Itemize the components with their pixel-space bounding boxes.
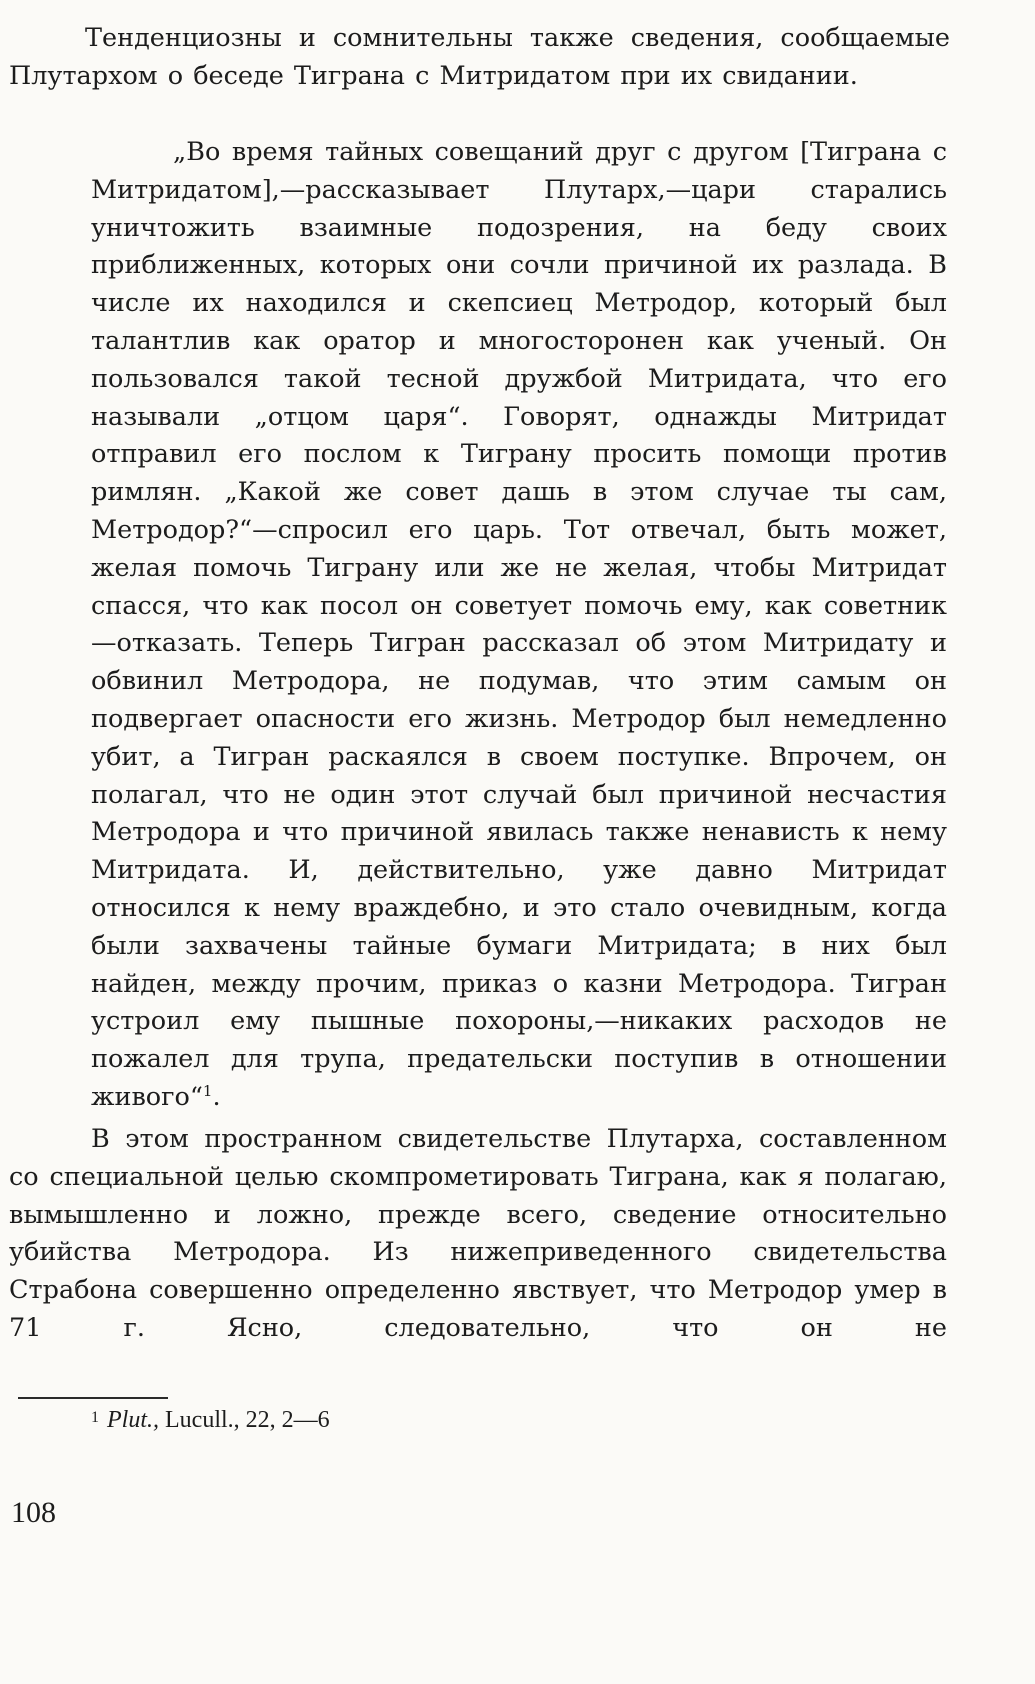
- footnote: [91, 1403, 330, 1435]
- paragraph-commentary-text: В этом пространном свидетельстве Плутарха, составленном со специальной целью скомпрометировать Тиграна, как я полагаю, вымышленно и ложно, прежде всего, сведение относительно убийства Метродора. Из нижеприведенного свидетельства Страбона совершенно определенно явствует, что Метродор умер в 71 г. Ясно, следовательно, что он не: [9, 1124, 947, 1343]
- quote-text: „Во время тайных совещаний друг с другом [Тиграна с Митридатом],—рассказывает Плутарх,—цари старались уничтожить взаимные подозрения, на беду своих приближенных, которых они сочли причиной их разлада. В числе их находился и скепсиец Метродор, который был талантлив как оратор и многосторонен как ученый. Он пользовался такой тесной дружбой Митридата, что его называли „отцом царя“. Говорят, однажды Митридат отправил его послом к Тиграну просить помощи против римлян. „Какой же совет дашь в этом случае ты сам, Метродор?“—спросил его царь. Тот отвечал, быть может, желая помочь Тиграну или же не желая, чтобы Митридат спасся, что как посол он советует помочь ему, как советник—отказать. Теперь Тигран рассказал об этом Митридату и обвинил Метродора, не подумав, что этим самым он подвергает опасности его жизнь. Метродор был немедленно убит, а Тигран раскаялся в своем поступке. Впрочем, он полагал, что не один этот случай был причиной несчастия Метродора и что причиной явилась также ненависть к нему Митридата. И, действительно, уже давно Митридат относился к нему враждебно, и это стало очевидным, когда были захвачены тайные бумаги Митридата; в них был найден, между прочим, приказ о казни Метродора. Тигран устроил ему пышные похороны,—никаких расходов не пожалел для трупа, предательски поступив в отношении живого“: [91, 137, 947, 1112]
- footnote-reference-marker: 1: [202, 1081, 213, 1100]
- paragraph-intro: [9, 20, 950, 96]
- footnote-divider: [18, 1397, 168, 1399]
- footnote-marker: 1: [91, 1409, 99, 1426]
- paragraph-plutarch-quote: [91, 134, 947, 1117]
- footnote-author: Plut.,: [107, 1407, 159, 1433]
- paragraph-intro-text: Тенденциозны и сомнительны также сведения, сообщаемые Плутархом о беседе Тиграна с Митридатом при их свидании.: [9, 23, 950, 91]
- page-number: 108: [11, 1496, 56, 1529]
- quote-end-punctuation: .: [212, 1081, 221, 1112]
- paragraph-commentary: [9, 1121, 947, 1348]
- footnote-reference: Lucull., 22, 2—6: [165, 1407, 330, 1433]
